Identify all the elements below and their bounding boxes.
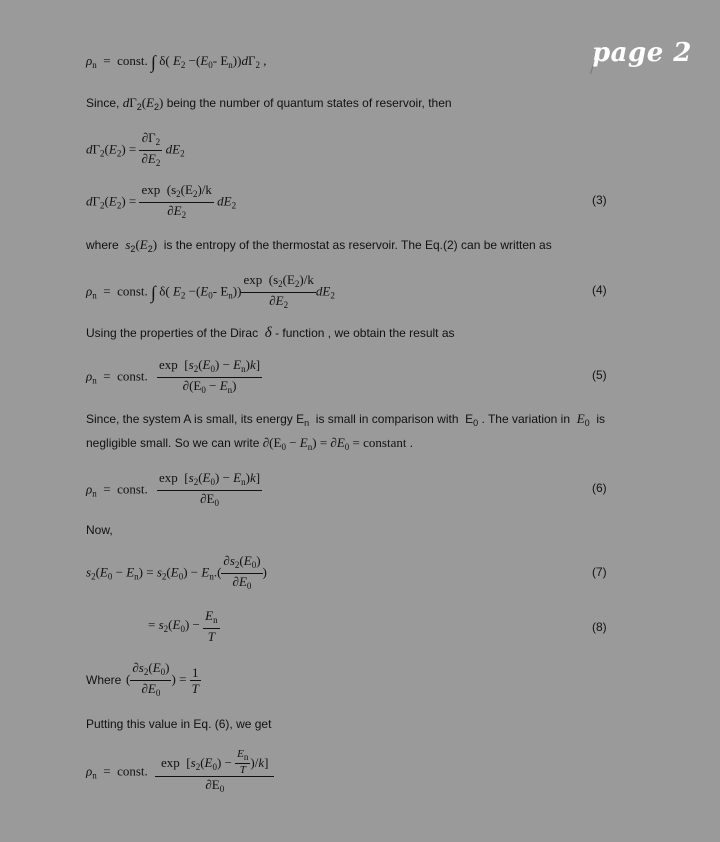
equation-3: $d\Gamma_2(E_2)$ = $\frac{\exp (s_2(E_2)/k}{\partial E_2}$ $dE_2$: [86, 182, 237, 220]
label-where: Where: [86, 673, 122, 687]
equation-5: $\rho_n$ = const. $\frac{\exp [s_2(E_0) - E_n)k]}{\partial(E_0 - E_n)}$: [86, 357, 261, 395]
paragraph-dirac: Using the properties of the Dirac δ - function , we obtain the result as: [86, 325, 455, 341]
paragraph-system-small-line2: negligible small. So we can write $\partial(E_0 - E_n) = \partial E_0$ = constant .: [86, 435, 413, 452]
equation-where-definition: ( $\frac{\partial s_2(E_0)}{\partial E_0}$ ) = $\frac{1}{T}$: [126, 660, 199, 698]
equation-number-7: (7): [592, 565, 607, 579]
equation-7: $s_2(E_0 - E_n) = s_2(E_0) - E_n$.( $\frac{\partial s_2(E_0)}{\partial E_0}$ ): [86, 553, 267, 591]
equation-dgamma: $d\Gamma_2(E_2)$ = $\frac{\partial\Gamma_2}{\partial E_2}$ $dE_2$: [86, 130, 185, 168]
page-number-label: page 2: [592, 38, 692, 68]
equation-number-5: (5): [592, 368, 607, 382]
equation-number-6: (6): [592, 481, 607, 495]
faint-pen-mark: [590, 60, 607, 74]
paragraph-putting-value: Putting this value in Eq. (6), we get: [86, 717, 272, 731]
paragraph-now: Now,: [86, 523, 113, 537]
equation-final: $\rho_n$ = const. $\exp [s_2(E_0)$ − $\frac{E_n}{T}$ )/k] $\partial E_0$: [86, 748, 274, 797]
paragraph-where-entropy: where $s_2(E_2)$ is the entropy of the thermostat as reservoir. The Eq.(2) can be written as: [86, 237, 552, 254]
equation-6: $\rho_n$ = const. $\frac{\exp [s_2(E_0) - E_n)k]}{\partial E_0}$: [86, 470, 261, 508]
equation-number-4: (4): [592, 283, 607, 297]
equation-4: $\rho_n$ = const. ∫ δ( $E_2 -(E_0-$ $E_n$)) $\frac{\exp (s_2(E_2)/k}{\partial E_2}$ $dE_2$: [86, 272, 335, 310]
equation-number-3: (3): [592, 193, 607, 207]
equation-top: $\rho_n$ = const. ∫ δ( $E_2 -(E_0-$ $E_n))d\Gamma_2$ ,: [86, 52, 267, 72]
equation-number-8: (8): [592, 620, 607, 634]
paragraph-since-intro: Since, $d\Gamma_2(E_2)$ being the number of quantum states of reservoir, then: [86, 95, 452, 112]
equation-8: = $s_2(E_0)$ − $\frac{E_n}{T}$: [148, 608, 218, 644]
paragraph-system-small-line1: Since, the system A is small, its energy $E_n$ is small in comparison with $E_0$ . The variation in $E_0$ is: [86, 411, 605, 428]
